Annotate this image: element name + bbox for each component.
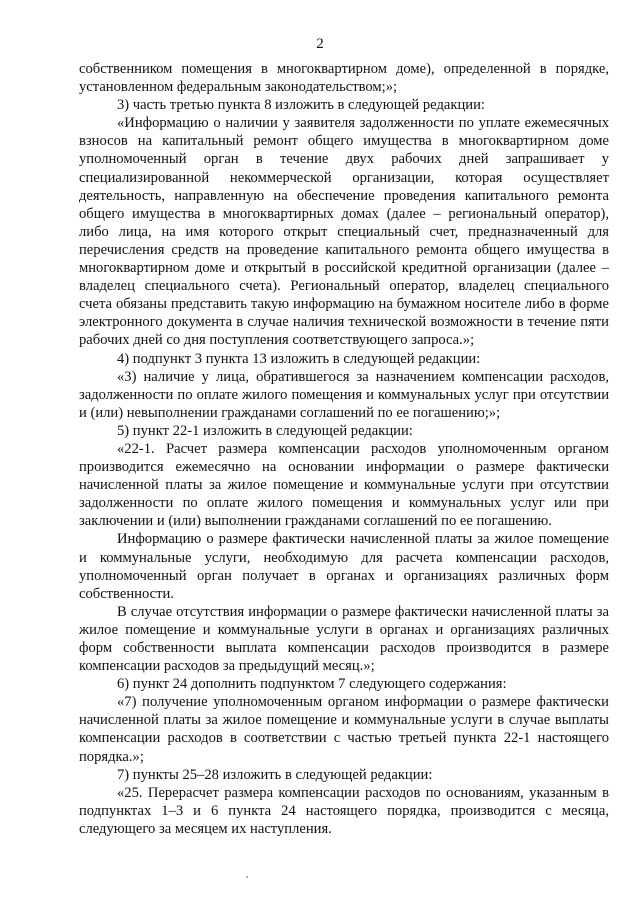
paragraph: «3) наличие у лица, обратившегося за назначением компенсации расходов, задолженности по оплате жилого помещения и коммунальных услуг при отсутствии и (или) невыполнении гражданами соглашений по ее погашению;»; [79, 368, 609, 421]
scan-speck [246, 876, 248, 878]
paragraph: «22-1. Расчет размера компенсации расходов уполномоченным органом производится ежемесячно на основании информации о размере фактически начисленной платы за жилое помещение и коммунальные услуги при отсутствии задолженности по оплате жилого помещения и коммунальных услуг или при заключении и (или) выполнении гражданами соглашений по ее погашению. [79, 440, 609, 530]
paragraph: 5) пункт 22-1 изложить в следующей редакции: [117, 422, 413, 439]
paragraph: В случае отсутствия информации о размере фактически начисленной платы за жилое помещение и коммунальные услуги в органах и организациях различных форм собственности выплата компенсации расходов производится в размере компенсации расходов за предыдущий месяц.»; [79, 603, 609, 675]
paragraph: 4) подпункт 3 пункта 13 изложить в следующей редакции: [117, 350, 481, 367]
paragraph: 6) пункт 24 дополнить подпунктом 7 следующего содержания: [117, 676, 507, 693]
paragraph: «Информацию о наличии у заявителя задолженности по уплате ежемесячных взносов на капитальный ремонт общего имущества в многоквартирном доме уполномоченный орган в течение двух рабочих дней запрашивает у специализированной некоммерческой организации, которая осуществляет деятельность, направленную на обеспечение проведения капитального ремонта общего имущества в многоквартирных домах (далее – региональный оператор), либо лица, на имя которого открыт специальный счет, предназначенный для перечисления средств на проведение капитального ремонта общего имущества в многоквартирном доме и открытый в российской кредитной организации (далее – владелец специального счета). Региональный оператор, владелец специального счета обязаны представить такую информацию на бумажном носителе либо в форме электронного документа в случае наличия технической возможности в течение пяти рабочих дней со дня поступления соответствующего запроса.»; [79, 115, 609, 349]
paragraph: собственником помещения в многоквартирном доме), определенной в порядке, установленном федеральным законодательством;»; [79, 61, 609, 96]
paragraph: 3) часть третью пункта 8 изложить в следующей редакции: [117, 97, 485, 114]
page-number: 2 [316, 36, 324, 52]
paragraph: Информацию о размере фактически начисленной платы за жилое помещение и коммунальные услуги, необходимую для расчета компенсации расходов, уполномоченный орган получает в органах и организациях различных форм собственности. [79, 531, 609, 602]
paragraph: 7) пункты 25–28 изложить в следующей редакции: [117, 766, 433, 783]
paragraph: «7) получение уполномоченным органом информации о размере фактически начисленной платы за жилое помещение и коммунальные услуги в случае выплаты компенсации расходов в соответствии с частью третьей пункта 22-1 настоящего порядка.»; [79, 694, 609, 765]
paragraph: «25. Перерасчет размера компенсации расходов по основаниям, указанным в подпунктах 1–3 и 6 пункта 24 настоящего порядка, производится с месяца, следующего за месяцем их наступления. [79, 784, 609, 837]
document-body [79, 60, 609, 838]
